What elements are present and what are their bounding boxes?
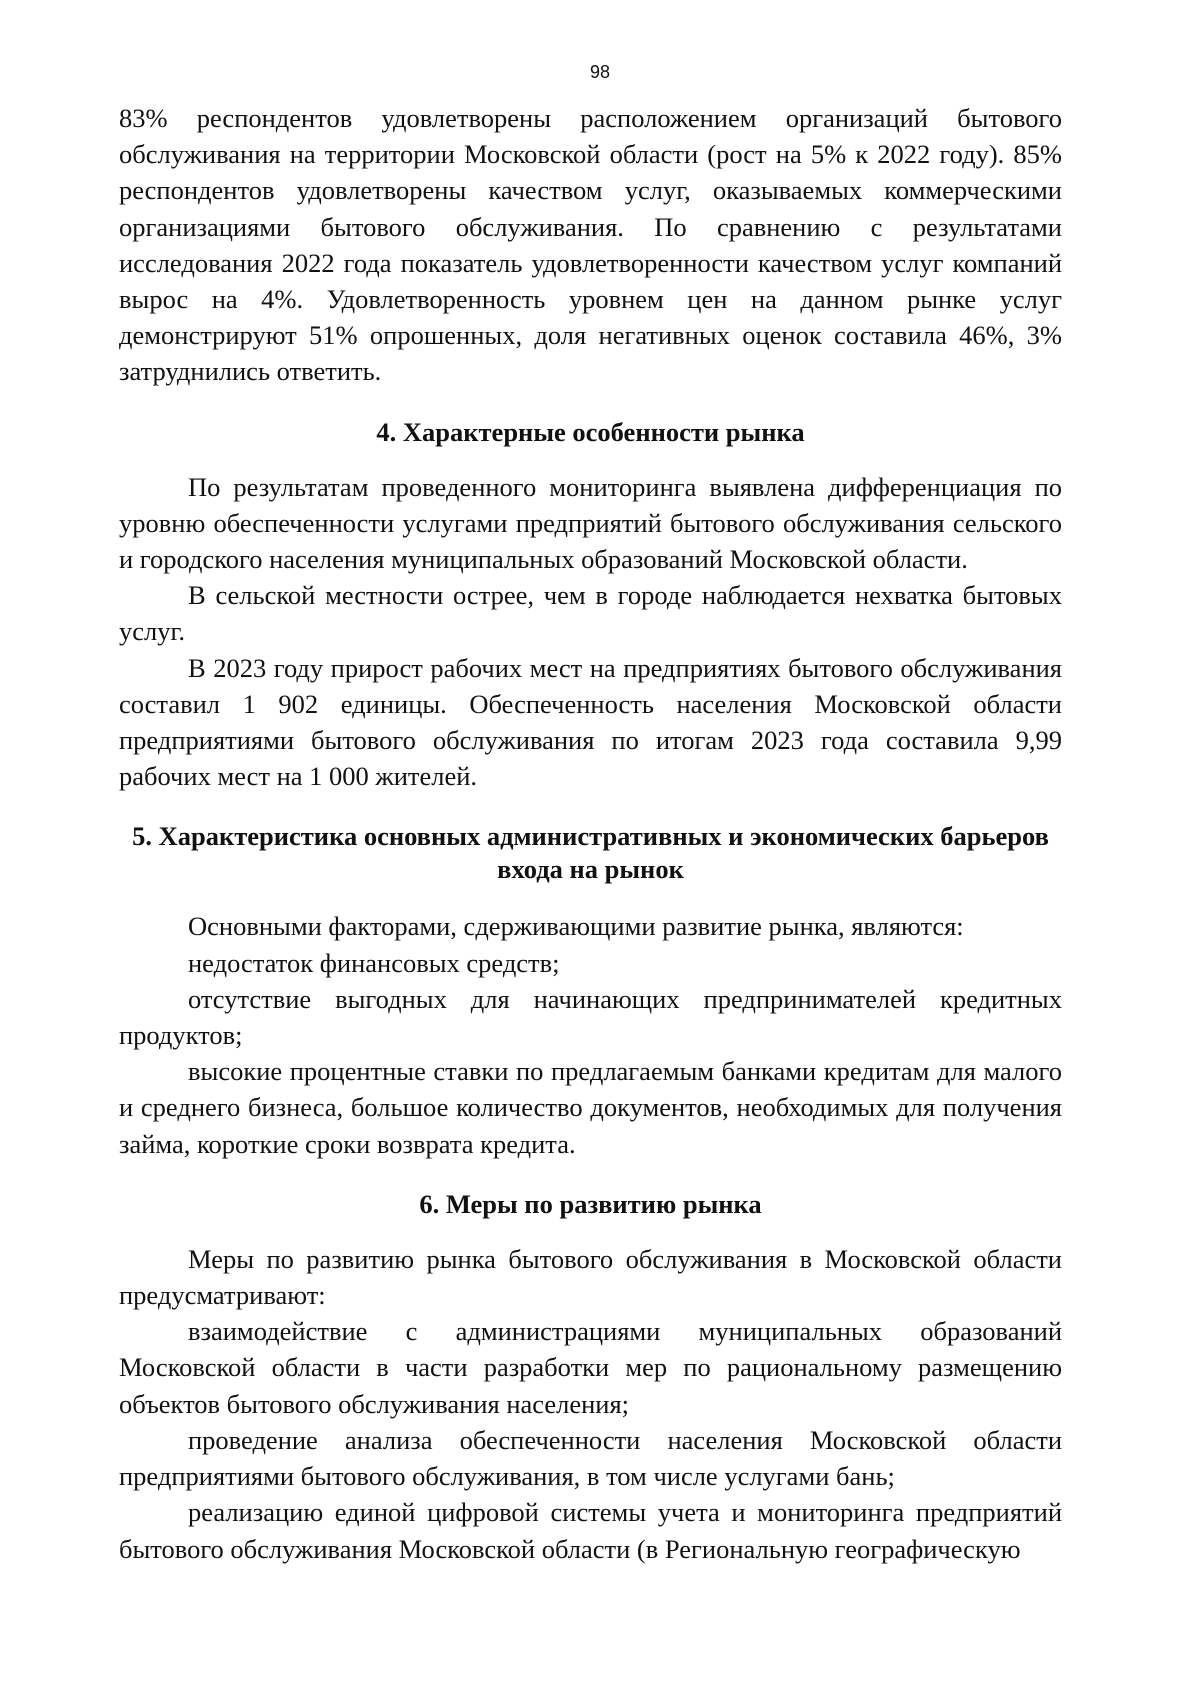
- section-5-heading: [119, 820, 1062, 886]
- section-5-heading-line-2: входа на рынок: [497, 854, 684, 885]
- section-5-list-item: отсутствие выгодных для начинающих предпринимателей кредитных продуктов;: [119, 983, 1062, 1051]
- document-body: [119, 100, 1062, 1567]
- section-6-paragraph: Меры по развитию рынка бытового обслуживания в Московской области предусматривают:: [119, 1243, 1062, 1311]
- section-6-heading: 6. Меры по развитию рынка: [419, 1188, 762, 1219]
- section-6-list-item: проведение анализа обеспеченности населения Московской области предприятиями бытового обслуживания, в том числе услугами бань;: [119, 1424, 1062, 1492]
- section-4-paragraph: В 2023 году прирост рабочих мест на предприятиях бытового обслуживания составил 1 902 единицы. Обеспеченность населения Московской области предприятиями бытового обслуживания по итогам 2023 года составила 9,99 рабочих мест на 1 000 жителей.: [119, 652, 1062, 792]
- section-6-list-item: реализацию единой цифровой системы учета и мониторинга предприятий бытового обслуживания Московской области (в Региональную географическую: [119, 1497, 1062, 1564]
- intro-paragraph: 83% респондентов удовлетворены расположением организаций бытового обслуживания на территории Московской области (рост на 5% к 2022 году). 85% респондентов удовлетворены качеством услуг, оказываемых коммерческими организациями бытового обслуживания. По сравнению с результатами исследования 2022 года показатель удовлетворенности качеством услуг компаний вырос на 4%. Удовлетворенность уровнем цен на данном рынке услуг демонстрируют 51% опрошенных, доля негативных оценок составила 46%, 3% затруднились ответить.: [119, 103, 1062, 387]
- section-5-paragraph: Основными факторами, сдерживающими развитие рынка, являются:: [188, 911, 964, 942]
- page-number: 98: [589, 62, 611, 82]
- section-5-list-item: высокие процентные ставки по предлагаемым банками кредитам для малого и среднего бизнеса, большое количество документов, необходимых для получения займа, короткие сроки возврата кредита.: [119, 1056, 1062, 1159]
- section-5-heading-line-1: 5. Характеристика основных административных и экономических барьеров: [132, 821, 1049, 852]
- section-4-paragraph: По результатам проведенного мониторинга выявлена дифференциация по уровню обеспеченности услугами предприятий бытового обслуживания сельского и городского населения муниципальных образований Московской области.: [119, 471, 1062, 575]
- section-6-list-item: взаимодействие с администрациями муниципальных образований Московской области в части разработки мер по рациональному размещению объектов бытового обслуживания населения;: [119, 1316, 1062, 1419]
- section-4-heading: 4. Характерные особенности рынка: [376, 416, 805, 447]
- section-5-list-item: недостаток финансовых средств;: [188, 947, 560, 978]
- section-4-paragraph: В сельской местности острее, чем в городе наблюдается нехватка бытовых услуг.: [119, 580, 1062, 647]
